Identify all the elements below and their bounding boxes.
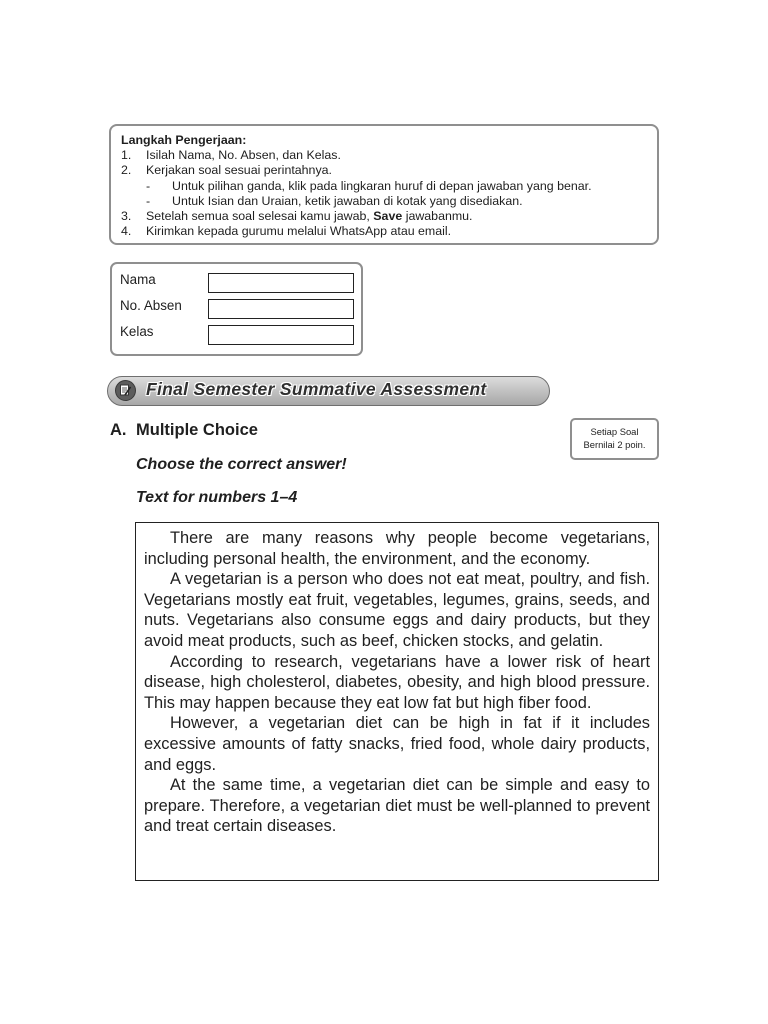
instruction-step: 2. Kerjakan soal sesuai perintahnya.: [121, 163, 332, 178]
assessment-banner: [107, 376, 550, 406]
no-absen-input[interactable]: [208, 299, 354, 319]
passage-paragraph: There are many reasons why people become vegetarians, including personal health, the environment, and the economy.: [144, 529, 650, 568]
passage-paragraph: According to research, vegetarians have a lower risk of heart disease, high cholesterol, diabetes, obesity, and high blood pressure. This may happen because they eat low fat but high fiber food.: [144, 652, 650, 712]
instruction-substep: - Untuk pilihan ganda, klik pada lingkaran huruf di depan jawaban yang benar.: [146, 178, 592, 193]
identity-form: [110, 262, 363, 356]
instruction-substep-text: Untuk Isian dan Uraian, ketik jawaban di kotak yang disediakan.: [172, 193, 523, 208]
instruction-step: 4. Kirimkan kepada gurumu melalui WhatsApp atau email.: [121, 224, 452, 239]
section-title: Multiple Choice: [136, 421, 258, 439]
text-heading: Text for numbers 1–4: [136, 489, 298, 506]
kelas-input[interactable]: [208, 325, 354, 345]
instruction-step-text: Isilah Nama, No. Absen, dan Kelas.: [146, 148, 341, 163]
instructions-title: Langkah Pengerjaan:: [121, 133, 247, 147]
save-keyword: Save: [373, 209, 403, 224]
instruction-step-text: Setelah semua soal selesai kamu jawab, Save jawabanmu.: [146, 209, 473, 224]
passage-paragraph: At the same time, a vegetarian diet can be simple and easy to prepare. Therefore, a vegetarian diet must be well-planned to prevent and treat certain diseases.: [144, 776, 650, 836]
passage-paragraph: However, a vegetarian diet can be high in fat if it includes excessive amounts of fatty snacks, fried food, whole dairy products, and eggs.: [144, 714, 650, 774]
section-letter: A.: [110, 421, 127, 439]
section-heading: [110, 421, 258, 440]
no-absen-label: No. Absen: [120, 298, 182, 313]
instruction-step: 1. Isilah Nama, No. Absen, dan Kelas.: [121, 148, 341, 163]
nama-label: Nama: [120, 272, 156, 287]
points-note-line: Setiap Soal: [590, 426, 639, 437]
reading-passage: [135, 522, 659, 881]
kelas-label: Kelas: [120, 324, 154, 339]
instruction-substep-text: Untuk pilihan ganda, klik pada lingkaran huruf di depan jawaban yang benar.: [172, 178, 592, 193]
question-instruction: Choose the correct answer!: [136, 456, 347, 473]
instruction-substep: - Untuk Isian dan Uraian, ketik jawaban di kotak yang disediakan.: [146, 193, 523, 208]
instruction-step-text: Kirimkan kepada gurumu melalui WhatsApp atau email.: [146, 224, 452, 239]
pencil-note-icon: [115, 380, 136, 401]
passage-paragraph: A vegetarian is a person who does not eat meat, poultry, and fish. Vegetarians mostly eat fruit, vegetables, legumes, grains, seeds, and nuts. Vegetarians also consume eggs and dairy products, but they avoid meat products, such as beef, chicken stocks, and gelatin.: [144, 570, 650, 650]
instruction-step-text: Kerjakan soal sesuai perintahnya.: [146, 163, 332, 178]
nama-input[interactable]: [208, 273, 354, 293]
points-note-line: Bernilai 2 poin.: [583, 438, 646, 450]
points-note: [570, 418, 659, 460]
instruction-step: 3. Setelah semua soal selesai kamu jawab, Save jawabanmu.: [121, 209, 473, 224]
banner-title: Final Semester Summative Assessment: [146, 379, 487, 399]
instructions-box: [109, 124, 659, 245]
